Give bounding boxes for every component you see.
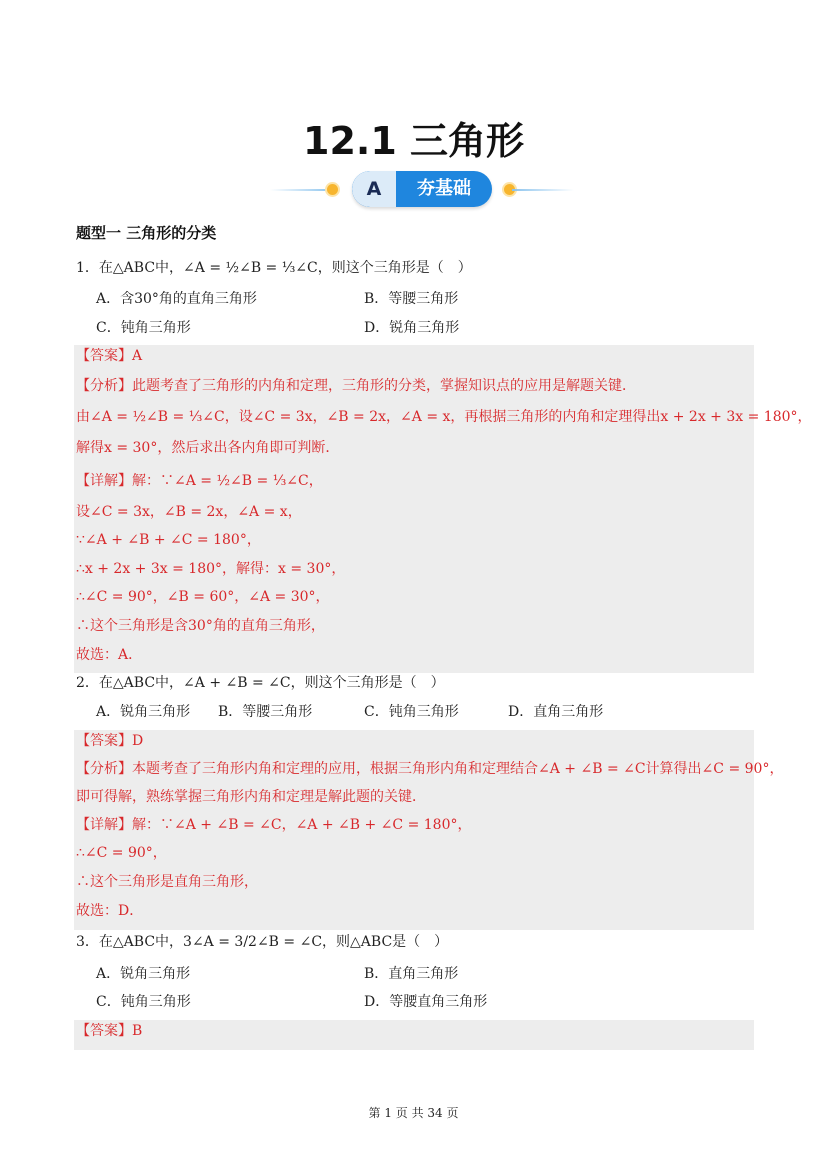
banner-dot-left: [327, 184, 338, 195]
q2-answer: 【答案】D: [76, 733, 144, 749]
q3-option-b: B．直角三角形: [364, 966, 459, 982]
banner-line-right: [512, 189, 574, 191]
q2-detail-line: ∴∠C = 90°，: [76, 845, 167, 861]
q1-analysis-line: 解得x = 30°，然后求出各内角即可判断．: [76, 440, 340, 456]
page-title: 12.1 三角形: [303, 119, 524, 163]
q1-option-d: D．锐角三角形: [364, 320, 460, 336]
q1-detail-line: 故选：A．: [76, 647, 143, 663]
q2-detail-line: 【详解】解：∵∠A + ∠B = ∠C，∠A + ∠B + ∠C = 180°，: [76, 817, 472, 833]
q1-detail-line: ∴x + 2x + 3x = 180°，解得：x = 30°，: [76, 561, 346, 577]
q2-option-b: B．等腰三角形: [218, 704, 313, 720]
question-3-stem: 3．在△ABC中，3∠A = 3/2∠B = ∠C，则△ABC是（ ）: [76, 934, 449, 950]
q3-option-a: A．锐角三角形: [96, 966, 191, 982]
section-banner: [0, 170, 827, 210]
q1-option-b: B．等腰三角形: [364, 291, 459, 307]
q1-option-a: A．含30°角的直角三角形: [96, 291, 257, 307]
q1-detail-line: ∴∠C = 90°，∠B = 60°，∠A = 30°，: [76, 589, 330, 605]
level-badge: [352, 171, 492, 207]
q1-detail-line: ∴这个三角形是含30°角的直角三角形，: [76, 618, 325, 634]
section-heading: 题型一 三角形的分类: [76, 224, 217, 242]
q1-option-c: C．钝角三角形: [96, 320, 191, 336]
q2-analysis-line: 【分析】本题考查了三角形内角和定理的应用，根据三角形内角和定理结合∠A + ∠B = ∠C计算得出∠C = 90°，: [76, 761, 784, 777]
q1-answer: 【答案】A: [76, 348, 143, 364]
banner-line-left: [270, 189, 332, 191]
badge-text: 夯基础: [417, 178, 471, 199]
badge-letter: A: [352, 171, 396, 207]
q1-detail-line: 【详解】解：∵∠A = ½∠B = ⅓∠C，: [76, 473, 323, 489]
q2-detail-line: ∴这个三角形是直角三角形，: [76, 874, 258, 890]
q3-answer: 【答案】B: [76, 1023, 143, 1039]
question-2-stem: 2．在△ABC中，∠A + ∠B = ∠C，则这个三角形是（ ）: [76, 675, 445, 691]
q2-analysis-line: 即可得解，熟练掌握三角形内角和定理是解此题的关键．: [76, 789, 426, 805]
q1-analysis-line: 由∠A = ½∠B = ⅓∠C，设∠C = 3x，∠B = 2x，∠A = x，再根据三角形的内角和定理得出x + 2x + 3x = 180°，: [76, 409, 812, 425]
q2-option-a: A．锐角三角形: [96, 704, 191, 720]
question-1-stem: 1．在△ABC中，∠A = ½∠B = ⅓∠C，则这个三角形是（ ）: [76, 260, 472, 276]
q3-option-c: C．钝角三角形: [96, 994, 191, 1010]
q1-detail-line: ∵∠A + ∠B + ∠C = 180°，: [76, 532, 261, 548]
q2-option-c: C．钝角三角形: [364, 704, 459, 720]
q3-answer-box: [74, 1020, 754, 1050]
q2-detail-line: 故选：D．: [76, 903, 144, 919]
page-footer: 第 1 页 共 34 页: [368, 1106, 459, 1120]
q1-detail-line: 设∠C = 3x，∠B = 2x，∠A = x，: [76, 504, 302, 520]
q3-option-d: D．等腰直角三角形: [364, 994, 488, 1010]
q2-option-d: D．直角三角形: [508, 704, 604, 720]
q1-analysis-line: 【分析】此题考查了三角形的内角和定理，三角形的分类，掌握知识点的应用是解题关键．: [76, 378, 636, 394]
